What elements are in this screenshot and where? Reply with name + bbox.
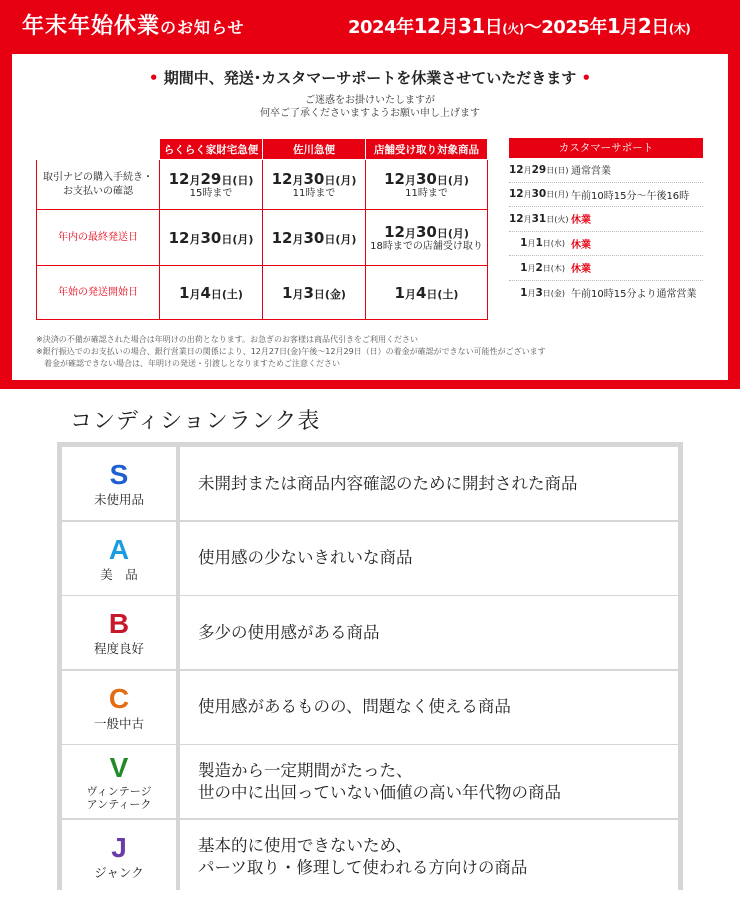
rank-description — [180, 522, 678, 595]
rank-letter: J — [111, 832, 127, 863]
rank-description-line: パーツ取り・修理して使われる方向けの商品 — [198, 857, 528, 877]
support-date: 12月30日(月) — [509, 188, 569, 201]
rank-description — [180, 820, 678, 893]
rank-row-c — [62, 671, 678, 744]
support-date: 12月29日(日) — [509, 163, 569, 176]
rank-label: 一般中古 — [93, 715, 144, 731]
rank-table-title: コンディションランク表 — [70, 409, 321, 434]
date-cell: 12月30日(月) 11時まで — [263, 160, 366, 210]
support-row — [509, 256, 703, 281]
support-date: 1月1日(水) — [520, 237, 565, 250]
apology-text: ご迷惑をお掛けいたしますが 何卒ご了承くださいますようお願い申し上げます — [260, 95, 480, 119]
date-cell: 1月3日(金) — [263, 266, 366, 320]
support-status: 休業 — [571, 239, 591, 251]
rank-description-line: 製造から一定期間がたった、 — [198, 760, 413, 780]
rank-letter: B — [108, 608, 130, 640]
date-cell: 12月30日(月) — [160, 210, 263, 266]
support-date: 12月31日(火) — [509, 212, 569, 225]
column-header: 店舗受け取り対象商品 — [366, 139, 488, 160]
support-status: 休業 — [571, 264, 591, 276]
customer-support-schedule — [509, 138, 703, 305]
holiday-period: 2024年12月31日(火)〜2025年1月2日(木) — [348, 14, 691, 38]
footnote: ※銀行振込でのお支払いの場合、銀行営業日の関係により、12月27日(金)午後〜12月29日（日）の着金が確認ができない可能性がございます — [36, 347, 546, 356]
rank-grade-cell — [62, 596, 176, 669]
footnotes — [36, 334, 546, 370]
rank-row-j — [62, 820, 678, 893]
support-status: 午前10時15分より通常営業 — [571, 289, 697, 301]
row-header: 年始の発送開始日 — [37, 266, 160, 320]
table-row — [37, 160, 488, 210]
rank-description-line: 多少の使用感がある商品 — [198, 622, 380, 642]
rank-description-line: 基本的に使用できないため、 — [198, 835, 412, 855]
rank-label: ヴィンテージ アンティーク — [86, 784, 152, 811]
rank-row-a — [62, 522, 678, 595]
support-date: 1月2日(木) — [520, 261, 565, 274]
rank-grade-cell — [62, 671, 176, 744]
rank-row-b — [62, 596, 678, 669]
rank-grade-cell — [62, 745, 176, 818]
support-status: 午前10時15分〜午後16時 — [571, 190, 690, 202]
support-title: カスタマーサポート — [509, 138, 703, 158]
condition-rank-table — [57, 442, 683, 890]
rank-grade-cell — [62, 447, 176, 520]
table-row — [37, 210, 488, 266]
rank-letter: V — [109, 751, 129, 783]
rank-description — [180, 447, 678, 520]
support-row — [509, 281, 703, 306]
rank-description — [180, 596, 678, 669]
date-cell: 12月30日(月) 11時まで — [366, 160, 488, 210]
rank-description-line: 使用感があるものの、問題なく使える商品 — [198, 697, 511, 717]
table-corner — [37, 139, 160, 160]
rank-label: 程度良好 — [93, 641, 144, 657]
rank-grade-cell — [62, 522, 176, 595]
rank-row-v — [62, 745, 678, 818]
notice-title: 年末年始休業のお知らせ — [22, 14, 245, 39]
support-row — [509, 183, 703, 208]
row-header: 取引ナビの購入手続き・お支払いの確認 — [37, 160, 160, 210]
shipping-schedule-table — [36, 138, 488, 320]
support-status: 休業 — [571, 215, 591, 227]
table-row — [37, 266, 488, 320]
support-row — [509, 232, 703, 257]
date-cell: 12月30日(月) 18時までの店舗受け取り — [366, 210, 488, 266]
footnote: ※決済の不備が確認された場合は年明けの出荷となります。お急ぎのお客様は商品代引きをご利用ください — [36, 335, 419, 344]
closure-headline: • 期間中、発送･カスタマーサポートを休業させていただきます • — [148, 69, 592, 87]
support-date: 1月3日(金) — [520, 286, 565, 299]
rank-description — [180, 745, 678, 818]
column-header: 佐川急便 — [263, 139, 366, 160]
support-status: 通常営業 — [571, 166, 611, 178]
rank-description-line: 未開封または商品内容確認のために開封された商品 — [198, 473, 578, 493]
rank-description-line: 世の中に出回っていない価値の高い年代物の商品 — [198, 782, 561, 802]
date-cell: 1月4日(土) — [160, 266, 263, 320]
support-row — [509, 158, 703, 183]
rank-letter: C — [108, 682, 130, 714]
notice-header — [0, 0, 740, 50]
rank-letter: A — [108, 533, 130, 565]
footnote: 着金が確認できない場合は、年明けの発送・引渡しとなりますためご注意ください — [36, 359, 340, 368]
rank-grade-cell — [62, 820, 176, 893]
column-header: らくらく家財宅急便 — [160, 139, 263, 160]
rank-description — [180, 671, 678, 744]
support-row — [509, 207, 703, 232]
date-cell: 12月30日(月) — [263, 210, 366, 266]
rank-label: 美 品 — [100, 566, 138, 582]
date-cell: 1月4日(土) — [366, 266, 488, 320]
notice-body — [12, 54, 728, 380]
holiday-notice — [0, 0, 740, 389]
rank-label: ジャンク — [94, 865, 144, 880]
rank-description-line: 使用感の少ないきれいな商品 — [198, 548, 413, 568]
rank-letter: S — [109, 459, 129, 490]
rank-row-s — [62, 447, 678, 520]
row-header: 年内の最終発送日 — [37, 210, 160, 266]
rank-label: 未使用品 — [93, 492, 144, 507]
date-cell: 12月29日(日) 15時まで — [160, 160, 263, 210]
